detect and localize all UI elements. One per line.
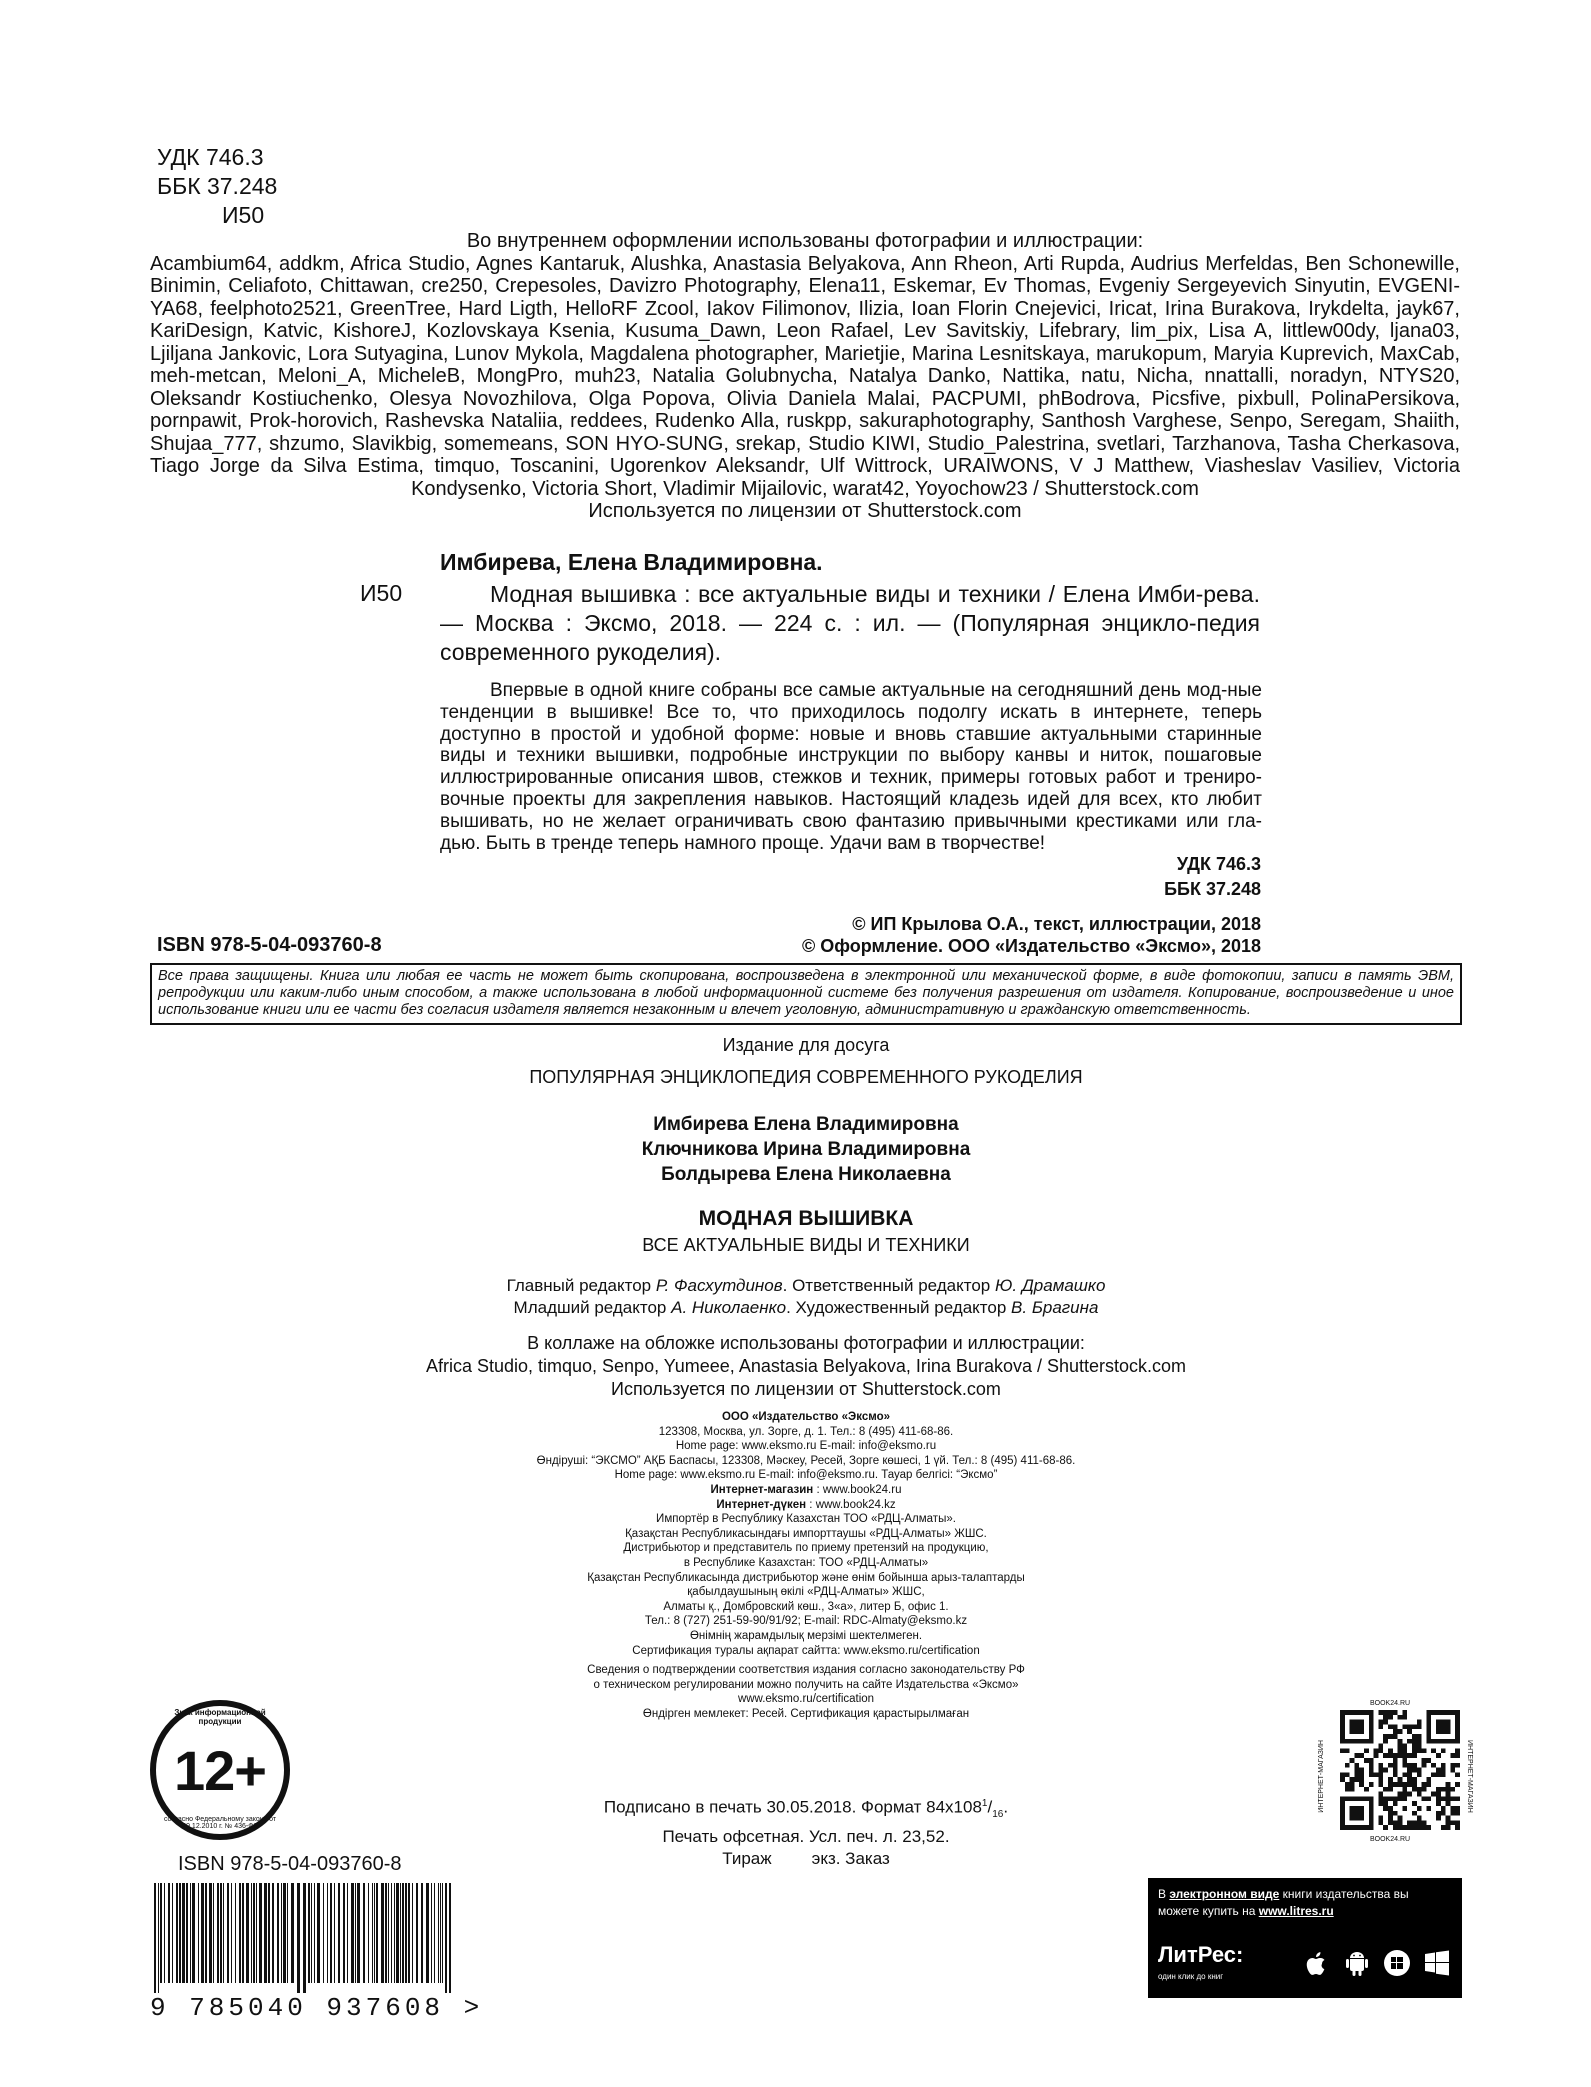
bib-udk: УДК 746.3 [1176,854,1261,874]
age-ring-top: Знак информационной продукции [174,1708,266,1726]
shop-kz-url: : www.book24.kz [806,1498,896,1511]
publisher-line: Сертификация туралы ақпарат сайтта: www.eksmo.ru/certification [632,1644,980,1657]
credits-names: Acambium64, addkm, Africa Studio, Agnes Kantaruk, Alushka, Anastasia Belyakova, Ann Rheon, Arti Rupda, Audrius Merfeldas, Ben Schonewille, Binimin, Celiafoto, Chittawan, cre250, Crepesoles, Davizro Photography, Elena11, Eskemar, Ev Thomas, Evgeniy Sergeyevich Sinyutin, EVGENI-YA68, feelphoto2521, GreenTree, Hard Ligth, HelloRF Zcool, Iakov Filimonov, Ilizia, Ioan Florin Cnejevici, Iricat, Irina Burakova, Irykdelta, jayk67, KariDesign, Katvic, KishoreJ, Kozlovskaya Ksenia, Kusuma_Dawn, Leon Rafael, Lev Savitskiy, Lifebrary, lim_pix, Lisa A, littlew00dy, ljana03, Ljiljana Jankovic, Lora Sutyagina, Lunov Mykola, Magdalena photographer, Marietjie, Marina Lesnitskaya, marukopum, Maryia Kuprevich, MaxCab, meh-metcan, Meloni_A, MicheleB, MongPro, muh23, Natalia Golubnycha, Natalya Danko, Nattika, natu, Nicha, nnattalli, noradyn, NTYS20, Oleksandr Kostiuchenko, Olesya Novozhilova, Olga Popova, Olivia Daniela Malai, PACPUMI, phBodrova, Picsfive, pixbull, PolinaPersikova, pornpawit, Prok-horovich, Rashevska Nataliia, reddees, Rudenko Alla, ruskpp, sakuraphotography, Santhosh Varghese, Senpo, Seregam, Shaiith, Shujaa_777, shzumo, Slavikbig, somemeans, SON HYO-SUNG, srekap, Studio KIWI, Studio_Palestrina, svetlari, Tarzhanova, Tasha Cherkasova, Tiago Jorge da Silva Estima, timquo, Toscanini, Ugorenkov Aleksandr, Ulf Wittrock, URAIWONS, V J Matthew, Viasheslav Vasiliev, Victoria Kondysenko, Victoria Short, Vladimir Mijailovic, warat42, Yoyochow23 / Shutterstock.com [150,252,1460,500]
rights-notice: Все права защищены. Книга или любая ее часть не может быть скопирована, воспроизведена в электронной или механической форме, в виде фотокопии, записи в память ЭВМ, репродукции или каким-либо иным способом, а также использована в любой информационной системе без получения разрешения от издателя. Копирование, воспроизведение и иное использование книги или ее части без согласия издателя является незаконным и влечет уголовную, административную и гражданскую ответственность. [150,963,1462,1025]
litres-logo: ЛитРес: [1158,1942,1244,1967]
publisher-line: Дистрибьютор и представитель по приему претензий на продукцию, [623,1542,989,1555]
shop-label: Интернет-магазин [710,1483,814,1496]
author-1: Имбирева Елена Владимировна [653,1114,959,1135]
age-ring-bottom: согласно Федеральному закону от 29.12.2010 г. № 436-ФЗ [163,1816,277,1830]
qr-code-icon [1340,1710,1460,1830]
order-label: экз. Заказ [811,1849,890,1869]
bib-description-text: Модная вышивка : все актуальные виды и техники / Елена Имби-рева. — Москва : Эксмо, 2018. — 224 с. : ил. — (Популярная энцикло-педия современного рукоделия). [440,581,1260,665]
bib-bbk: ББК 37.248 [1164,879,1261,899]
publisher-line: 123308, Москва, ул. Зорге, д. 1. Тел.: 8 (495) 411-68-86. [658,1425,954,1438]
book-subtitle: ВСЕ АКТУАЛЬНЫЕ ВИДЫ И ТЕХНИКИ [642,1235,970,1255]
art-editor-label: Художественный редактор [795,1298,1007,1317]
collage-credits [150,1332,1462,1401]
publisher-line: Қазақстан Республикасында дистрибьютор және өнім бойынша арыз-талаптарды [587,1571,1025,1584]
credits-intro: Во внутреннем оформлении использованы фотографии и иллюстрации: [466,230,1144,252]
author-mark: И50 [222,202,265,228]
shop-line [150,1483,1462,1498]
authors-list [150,1112,1462,1187]
print-format: Подписано в печать 30.05.2018. Формат 84x108 [603,1797,982,1817]
shop-kz-line [150,1498,1462,1513]
publisher-line: Сведения о подтверждении соответствия издания согласно законодательству РФ [587,1664,1025,1677]
qr-label-left: ИНТЕРНЕТ-МАГАЗИН [1318,1740,1325,1813]
author-2: Ключникова Ирина Владимировна [641,1139,971,1160]
publisher-line: о техническом регулировании можно получить на сайте Издательства «Эксмо» [593,1678,1019,1691]
shop-kz-label: Интернет-дүкен [716,1498,807,1511]
copyright-line-2: © Оформление. ООО «Издательство «Эксмо», 2018 [801,936,1261,956]
format-den: 16 [992,1809,1004,1821]
bib-annotation: Впервые в одной книге собраны все самые актуальные на сегодняшний день мод-ные тенденции в вышивке! Все то, что приходилось подолгу искать в интернете, теперь доступно в простой и удобной форме: новые и вновь ставшие актуальными старинные виды и техники вышивки, подробные инструкции по выбору канвы и ниток, пошаговые иллюстрированные описания швов, стежков и техник, примеры готовых работ и трениро-вочные проекты для закрепления навыков. Настоящий кладезь идей для всех, кто любит вышивать, но не желает ограничивать свою фантазию привычными крестиками или гла-дью. Быть в тренде теперь намного проще. Удачи вам в творчестве! [440,680,1262,854]
barcode-isbn: ISBN 978-5-04-093760-8 [178,1853,402,1875]
platform-icons [1302,1948,1452,1978]
publisher-line: Өндіруші: “ЭКСМО” АҚБ Баспасы, 123308, Мәскеу, Ресей, Зорге көшесі, 1 үй. Тел.: 8 (495) 411-68-86. [536,1454,1076,1467]
udk-block-top [157,143,277,230]
publisher-line: Тел.: 8 (727) 251-59-90/91/92; E-mail: RDC-Almaty@eksmo.kz [644,1615,968,1628]
publisher-line: Home page: www.eksmo.ru E-mail: info@eksmo.ru. Тауар белгісі: “Эксмо” [614,1469,998,1482]
litres-tagline: один клик до книг [1158,1972,1224,1981]
resp-editor-label: Ответственный редактор [792,1276,991,1295]
editors-line-1: Главный редактор Р. Фасхутдинов. Ответственный редактор Ю. Драмашко [506,1276,1106,1295]
publisher-line: Home page: www.eksmo.ru E-mail: info@eksmo.ru [675,1440,937,1453]
junior-editor: А. Николаенко [671,1298,787,1317]
publisher-line: қабылдаушының өкілі «РДЦ-Алматы» ЖШС, [687,1586,925,1599]
age-rating-badge [150,1700,290,1840]
leisure-label: Издание для досуга [722,1035,890,1055]
photo-credits [150,230,1460,523]
qr-label-right: ИНТЕРНЕТ-МАГАЗИН [1466,1740,1473,1813]
litres-promo [1148,1878,1462,1998]
qr-label-top: BOOK24.RU [1370,1700,1411,1707]
bib-description [440,580,1260,667]
barcode-icon [150,1883,460,1993]
series-name: ПОПУЛЯРНАЯ ЭНЦИКЛОПЕДИЯ СОВРЕМЕННОГО РУКОДЕЛИЯ [529,1067,1083,1087]
print-line-1: Подписано в печать 30.05.2018. Формат $84x108^1/_{16}$. [603,1797,1009,1821]
litres-site: www.litres.ru [1258,1904,1334,1918]
publisher-name: ООО «Издательство «Эксмо» [721,1411,891,1423]
publisher-line: www.eksmo.ru/certification [737,1693,875,1706]
collage-line-1: В коллаже на обложке использованы фотографии и иллюстрации: [527,1333,1085,1353]
author-3: Болдырева Елена Николаевна [661,1164,951,1185]
book-title: МОДНАЯ ВЫШИВКА [698,1207,914,1230]
litres-text: В электронном виде книги издательства вы можете купить на www.litres.ru [1158,1887,1409,1918]
udk-code: УДК 746.3 [157,144,264,170]
litres-link: электронном виде [1169,1887,1280,1901]
barcode-digits: 9 785040 937608 > [150,1993,484,2023]
publisher-line: Импортёр в Республику Казахстан ТОО «РДЦ-Алматы». [656,1513,956,1526]
chief-editor: Р. Фасхутдинов [655,1276,783,1295]
copyright-line-1: © ИП Крылова О.А., текст, иллюстрации, 2018 [852,914,1261,934]
bib-author: Имбирева, Елена Владимировна. [440,549,823,575]
bbk-code: ББК 37.248 [157,173,278,199]
resp-editor: Ю. Драмашко [994,1276,1106,1295]
print-line-2: Печать офсетная. Усл. печ. л. 23,52. [662,1827,950,1847]
editors-line-2: Младший редактор А. Николаенко. Художественный редактор В. Брагина [513,1298,1099,1317]
publisher-info [150,1410,1462,1721]
collage-line-3: Используется по лицензии от Shutterstock.com [611,1379,1001,1399]
publisher-line: Алматы қ., Домбровский көш., 3«а», литер Б, офис 1. [663,1600,949,1613]
publisher-line: в Республике Казахстан: ТОО «РДЦ-Алматы» [683,1556,929,1569]
circulation-label: Тираж [722,1849,772,1869]
qr-label-bottom: BOOK24.RU [1370,1836,1411,1843]
publisher-line: Өнімнің жарамдылық мерзімі шектелмеген. [689,1629,923,1642]
shop-url: : www.book24.ru [813,1483,902,1496]
editors-block [150,1275,1462,1319]
windows-phone-icon [1382,1948,1412,1978]
windows-icon [1422,1948,1452,1978]
copyright-block [802,913,1261,957]
format-num: 1 [981,1798,988,1809]
collage-line-2: Africa Studio, timquo, Senpo, Yumeee, Anastasia Belyakova, Irina Burakova / Shutterstock.com [425,1356,1187,1376]
credits-license: Используется по лицензии от Shutterstock.com [588,500,1022,522]
isbn-bold: ISBN 978-5-04-093760-8 [157,934,382,956]
publisher-line: Қазақстан Республикасындағы импорттаушы «РДЦ-Алматы» ЖШС. [625,1527,987,1540]
junior-editor-label: Младший редактор [513,1298,667,1317]
publisher-line: Өндірген мемлекет: Ресей. Сертификация қарастырылмаған [642,1707,970,1720]
bib-udk-right [1164,852,1261,902]
age-rating: 12+ [174,1738,266,1802]
apple-icon [1302,1948,1332,1978]
android-icon [1342,1948,1372,1978]
art-editor: В. Брагина [1011,1298,1099,1317]
chief-editor-label: Главный редактор [506,1276,652,1295]
bib-code: И50 [360,580,403,606]
